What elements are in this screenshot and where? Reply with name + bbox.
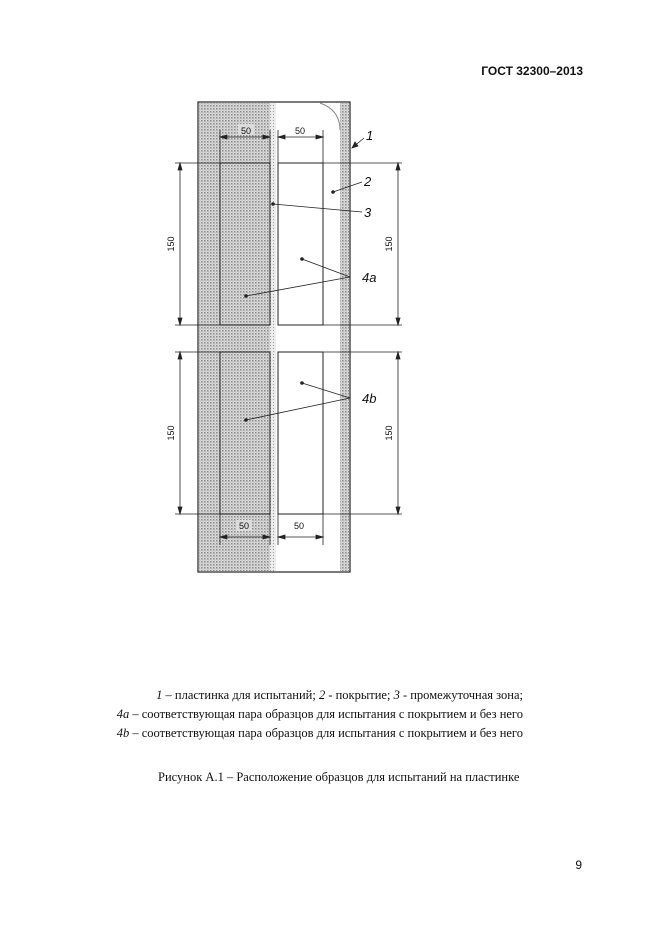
dim-top-left-height: 150 xyxy=(166,236,176,252)
page-number: 9 xyxy=(575,858,582,872)
coated-zone xyxy=(199,103,270,571)
figure-legend xyxy=(43,686,523,743)
dim-bottom-right-height: 150 xyxy=(384,425,394,441)
dim-bottom-left-width: 50 xyxy=(238,521,250,531)
legend-line-3: 4b – соответствующая пара образцов для испытания с покрытием и без него xyxy=(116,726,523,740)
callout-3: 3 xyxy=(364,205,372,220)
plate-edge-shading xyxy=(340,103,349,571)
dim-bottom-left-height: 150 xyxy=(166,425,176,441)
dim-top-right-width: 50 xyxy=(294,126,306,136)
callout-4a: 4a xyxy=(362,270,377,285)
callout-1: 1 xyxy=(366,128,374,143)
figure-caption: Рисунок А.1 – Расположение образцов для испытаний на пластинке xyxy=(158,770,520,784)
callout-2: 2 xyxy=(364,174,372,189)
standard-header: ГОСТ 32300–2013 xyxy=(481,64,583,78)
callout-4b: 4b xyxy=(362,391,377,406)
dim-top-right-height: 150 xyxy=(384,236,394,252)
dim-bottom-right-width: 50 xyxy=(293,521,305,531)
intermediate-zone xyxy=(270,103,276,571)
dim-top-left-width: 50 xyxy=(240,126,252,136)
legend-line-1: 1 – пластинка для испытаний; 2 - покрытие; 3 - промежуточная зона; xyxy=(156,688,523,702)
legend-line-2: 4a – соответствующая пара образцов для испытания с покрытием и без него xyxy=(116,707,523,721)
